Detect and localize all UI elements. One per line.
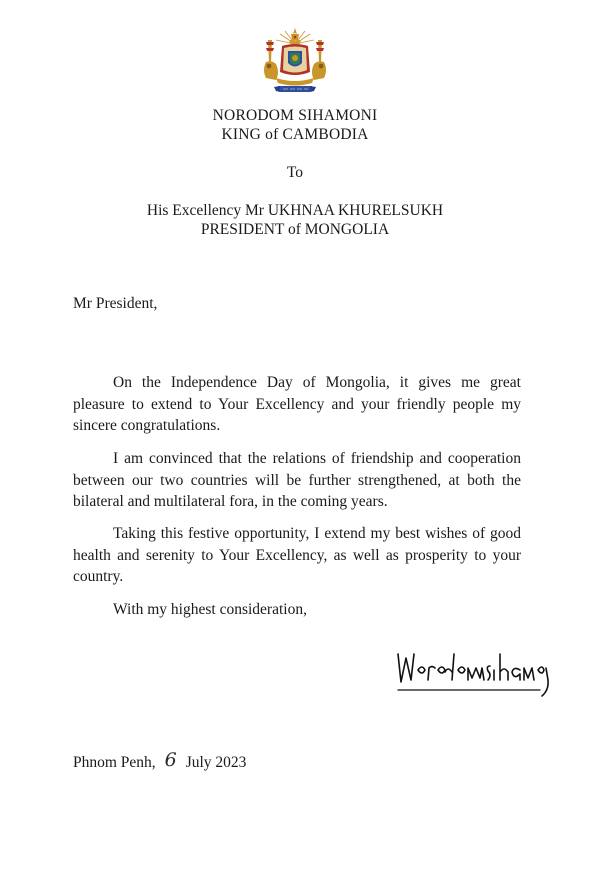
royal-arms-of-cambodia-icon [258,26,332,96]
month-year: July 2023 [185,754,247,771]
recipient-name: His Excellency Mr UKHNAA KHURELSUKH [146,202,444,219]
handwritten-signature-icon [392,640,552,700]
place-and-date [73,751,246,773]
sender-name: NORODOM SIHAMONI [212,107,378,124]
to-label: To [286,164,304,181]
body-paragraph: Taking this festive opportunity, I extend my best wishes of good health and serenity to Your Excellency, as well as prosperity to your country. [73,525,521,585]
body-paragraph: On the Independence Day of Mongolia, it gives me great pleasure to extend to Your Excellency and your friendly people my sincere congratulations. [73,374,521,434]
recipient-title: PRESIDENT of MONGOLIA [200,221,390,238]
place: Phnom Penh, [73,754,156,771]
closing-line: With my highest consideration, [113,601,307,618]
handwritten-day: 6 [164,749,177,771]
body-paragraph: I am convinced that the relations of friendship and cooperation between our two countries will be further strengthened, at both the bilateral and multilateral fora, in the coming years. [73,450,521,510]
sender-title: KING of CAMBODIA [221,126,369,143]
salutation: Mr President, [73,295,158,312]
